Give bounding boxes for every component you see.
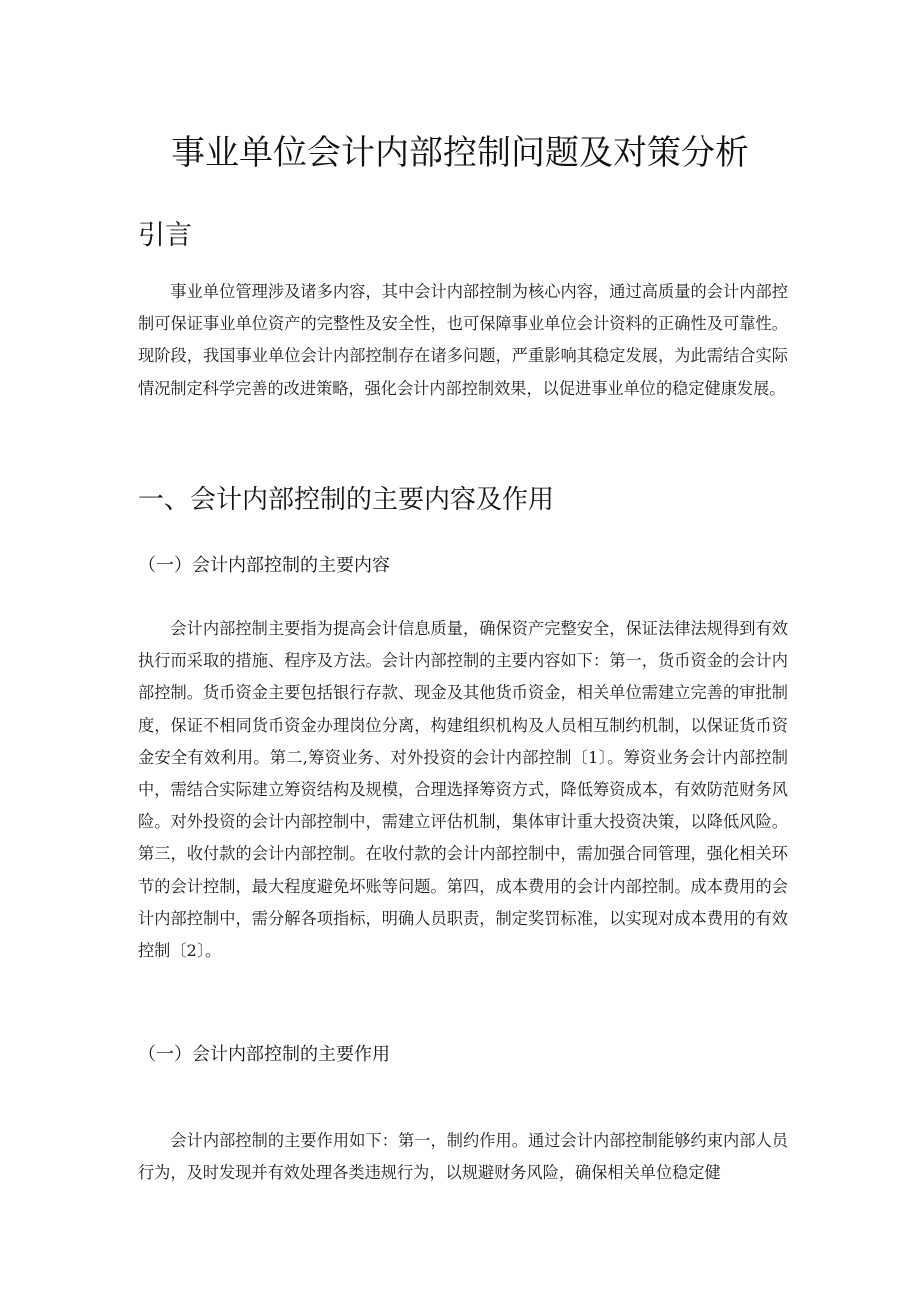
subsection-2-paragraph: 会计内部控制的主要作用如下：第一，制约作用。通过会计内部控制能够约束内部人员行为，及时发现并有效处理各类违规行为，以规避财务风险，确保相关单位稳定健	[138, 1131, 788, 1183]
subsection-heading-2: （一）会计内部控制的主要作用	[138, 1044, 390, 1065]
document-title: 事业单位会计内部控制问题及对策分析	[171, 133, 749, 173]
intro-paragraph: 事业单位管理涉及诸多内容，其中会计内部控制为核心内容，通过高质量的会计内部控制可保证事业单位资产的完整性及安全性，也可保障事业单位会计资料的正确性及可靠性。现阶段，我国事业单位会计内部控制存在诸多问题，严重影响其稳定发展，为此需结合实际情况制定科学完善的改进策略，强化会计内部控制效果，以促进事业单位的稳定健康发展。	[138, 282, 788, 398]
section-heading-1: 一、会计内部控制的主要内容及作用	[138, 485, 555, 515]
subsection-1-paragraph: 会计内部控制主要指为提高会计信息质量，确保资产完整安全，保证法律法规得到有效执行而采取的措施、程序及方法。会计内部控制的主要内容如下：第一，货币资金的会计内部控制。货币资金主要包括银行存款、现金及其他货币资金，相关单位需建立完善的审批制度，保证不相同货币资金办理岗位分离，构建组织机构及人员相互制约机制，以保证货币资金安全有效利用。第二,筹资业务、对外投资的会计内部控制〔1〕。筹资业务会计内部控制中，需结合实际建立筹资结构及规模，合理选择筹资方式，降低筹资成本，有效防范财务风险。对外投资的会计内部控制中，需建立评估机制，集体审计重大投资决策，以降低风险。第三，收付款的会计内部控制。在收付款的会计内部控制中，需加强合同管理，强化相关环节的会计控制，最大程度避免坏账等问题。第四，成本费用的会计内部控制。成本费用的会计内部控制中，需分解各项指标，明确人员职责，制定奖罚标准，以实现对成本费用的有效控制〔2〕。	[138, 619, 788, 961]
intro-heading: 引言	[138, 220, 192, 251]
subsection-heading-1: （一）会计内部控制的主要内容	[138, 555, 390, 576]
